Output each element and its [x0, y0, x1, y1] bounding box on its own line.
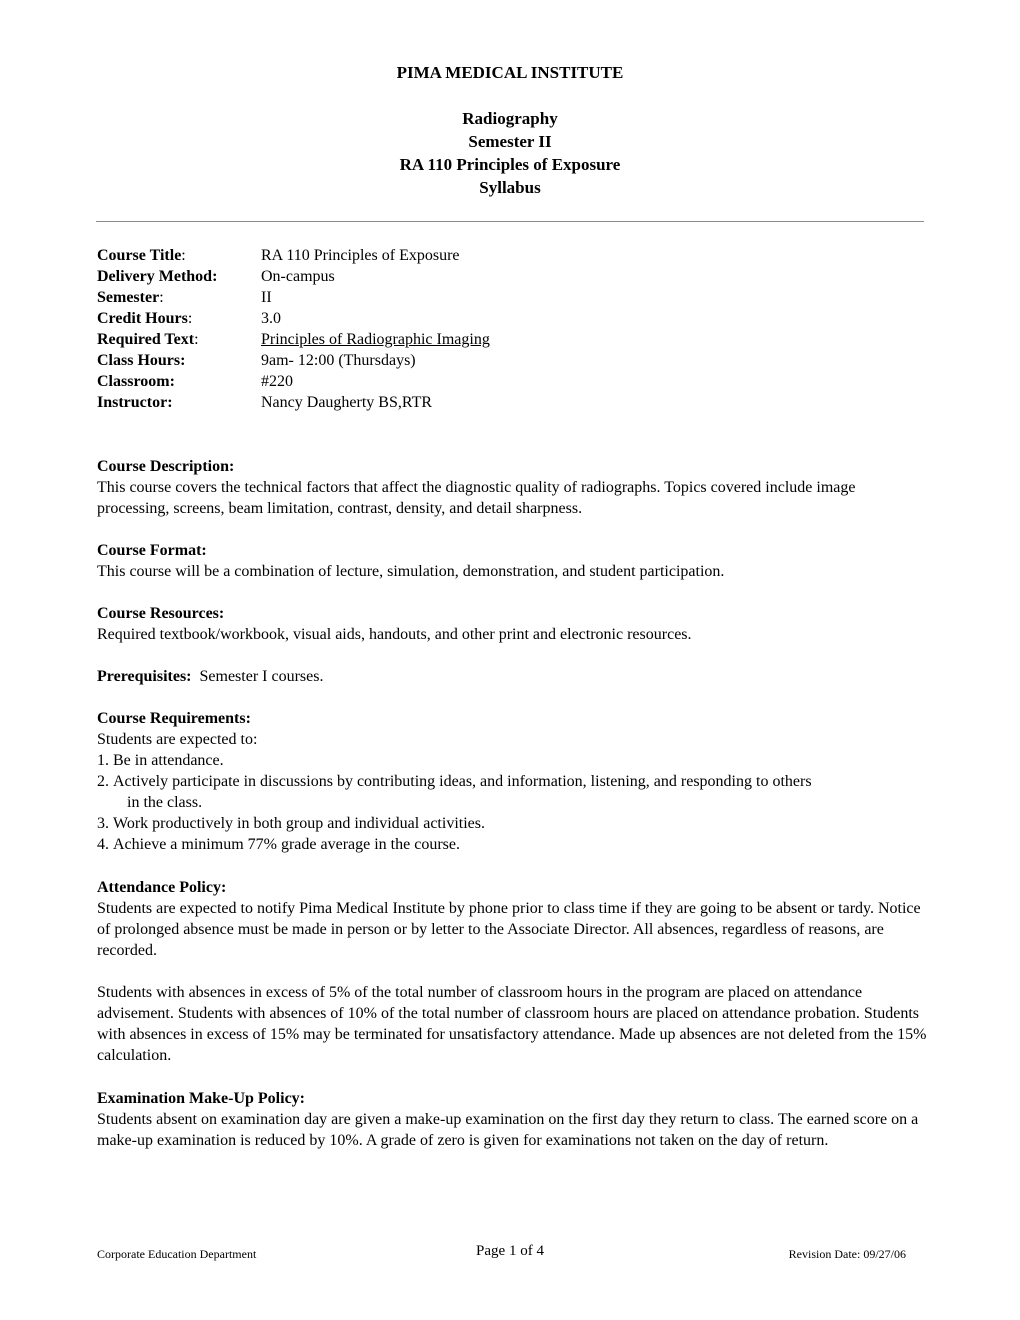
header-divider — [96, 221, 924, 222]
classroom-value: #220 — [261, 373, 293, 390]
course-requirements-section — [97, 708, 927, 855]
semester-value: II — [261, 289, 272, 306]
class-hours-value: 9am- 12:00 (Thursdays) — [261, 352, 416, 369]
course-description-section — [97, 456, 927, 519]
course-title-heading: RA 110 Principles of Exposure — [399, 155, 621, 174]
footer-department: Corporate Education Department — [97, 1247, 257, 1261]
required-text-label: Required Text — [97, 331, 195, 348]
list-item: 3. Work productively in both group and individual activities. — [97, 815, 485, 832]
institute-title: PIMA MEDICAL INSTITUTE — [396, 63, 624, 82]
attendance-policy-heading: Attendance Policy: — [97, 879, 227, 896]
exam-makeup-section — [97, 1088, 927, 1151]
course-format-text: This course will be a combination of lecture, simulation, demonstration, and student participation. — [97, 563, 725, 580]
delivery-value: On-campus — [261, 268, 335, 285]
credit-value: 3.0 — [261, 310, 281, 327]
course-resources-section — [97, 603, 927, 645]
info-row-class-hours — [97, 350, 897, 371]
program-title: Radiography — [462, 109, 558, 128]
list-item: 1. Be in attendance. — [97, 752, 224, 769]
course-title-label: Course Title — [97, 247, 182, 264]
exam-makeup-heading: Examination Make-Up Policy: — [97, 1090, 305, 1107]
classroom-label: Classroom: — [97, 373, 175, 390]
required-text-value: Principles of Radiographic Imaging — [261, 331, 490, 348]
footer-page-number: Page 1 of 4 — [476, 1243, 544, 1259]
list-item: 2. Actively participate in discussions by contributing ideas, and information, listening, and responding to others in the class. — [97, 773, 812, 811]
instructor-label: Instructor: — [97, 394, 173, 411]
semester-title: Semester II — [468, 132, 552, 151]
semester-label: Semester — [97, 289, 160, 306]
attendance-policy-section — [97, 877, 927, 1066]
course-description-text: This course covers the technical factors that affect the diagnostic quality of radiographs. Topics covered include image processing, screens, beam limitation, contrast, density, and detail sharpness. — [97, 479, 856, 517]
list-item: 4. Achieve a minimum 77% grade average in the course. — [97, 836, 460, 853]
instructor-value: Nancy Daugherty BS,RTR — [261, 394, 433, 411]
page-footer — [0, 1243, 1020, 1263]
course-description-heading: Course Description: — [97, 458, 235, 475]
requirements-list — [97, 750, 927, 855]
info-row-required-text: Required Text: Principles of Radiographic Imaging — [97, 331, 490, 348]
course-format-heading: Course Format: — [97, 542, 207, 559]
attendance-policy-paragraph-1: Students are expected to notify Pima Medical Institute by phone prior to class time if they are going to be absent or tardy. Notice of prolonged absence must be made in person or by letter to the Associate Director. All absences, regardless of reasons, are recorded. — [97, 900, 921, 959]
course-info-block — [97, 245, 897, 413]
exam-makeup-text: Students absent on examination day are given a make-up examination on the first day they return to class. The earned score on a make-up examination is reduced by 10%. A grade of zero is given for examinations not taken on the day of return. — [97, 1111, 919, 1149]
attendance-policy-paragraph-2: Students with absences in excess of 5% of the total number of classroom hours in the program are placed on attendance advisement. Students with absences of 10% of the total number of classroom hours are placed on attendance probation. Students with absences in excess of 15% may be terminated for unsatisfactory attendance. Made up absences are not deleted from the 15% calculation. — [97, 984, 927, 1064]
info-row-classroom — [97, 371, 897, 392]
course-format-section — [97, 540, 927, 582]
info-row-instructor — [97, 392, 897, 413]
class-hours-label: Class Hours: — [97, 352, 186, 369]
prerequisites-heading: Prerequisites: — [97, 668, 192, 685]
prerequisites-section — [97, 666, 927, 687]
course-title-value: RA 110 Principles of Exposure — [261, 247, 460, 264]
course-resources-heading: Course Resources: — [97, 605, 225, 622]
credit-label: Credit Hours — [97, 310, 188, 327]
footer-revision-date: Revision Date: 09/27/06 — [788, 1247, 906, 1261]
prerequisites-text: Semester I courses. — [199, 668, 324, 685]
course-resources-text: Required textbook/workbook, visual aids, handouts, and other print and electronic resources. — [97, 626, 692, 643]
course-requirements-intro: Students are expected to: — [97, 731, 258, 748]
info-row-credit: Credit Hours: 3.0 — [97, 310, 281, 327]
info-row-course-title: Course Title: RA 110 Principles of Exposure — [97, 247, 460, 264]
info-row-delivery — [97, 266, 897, 287]
delivery-label: Delivery Method: — [97, 268, 218, 285]
course-requirements-heading: Course Requirements: — [97, 710, 251, 727]
info-row-semester: Semester: II — [97, 289, 272, 306]
document-type-title: Syllabus — [479, 178, 541, 197]
